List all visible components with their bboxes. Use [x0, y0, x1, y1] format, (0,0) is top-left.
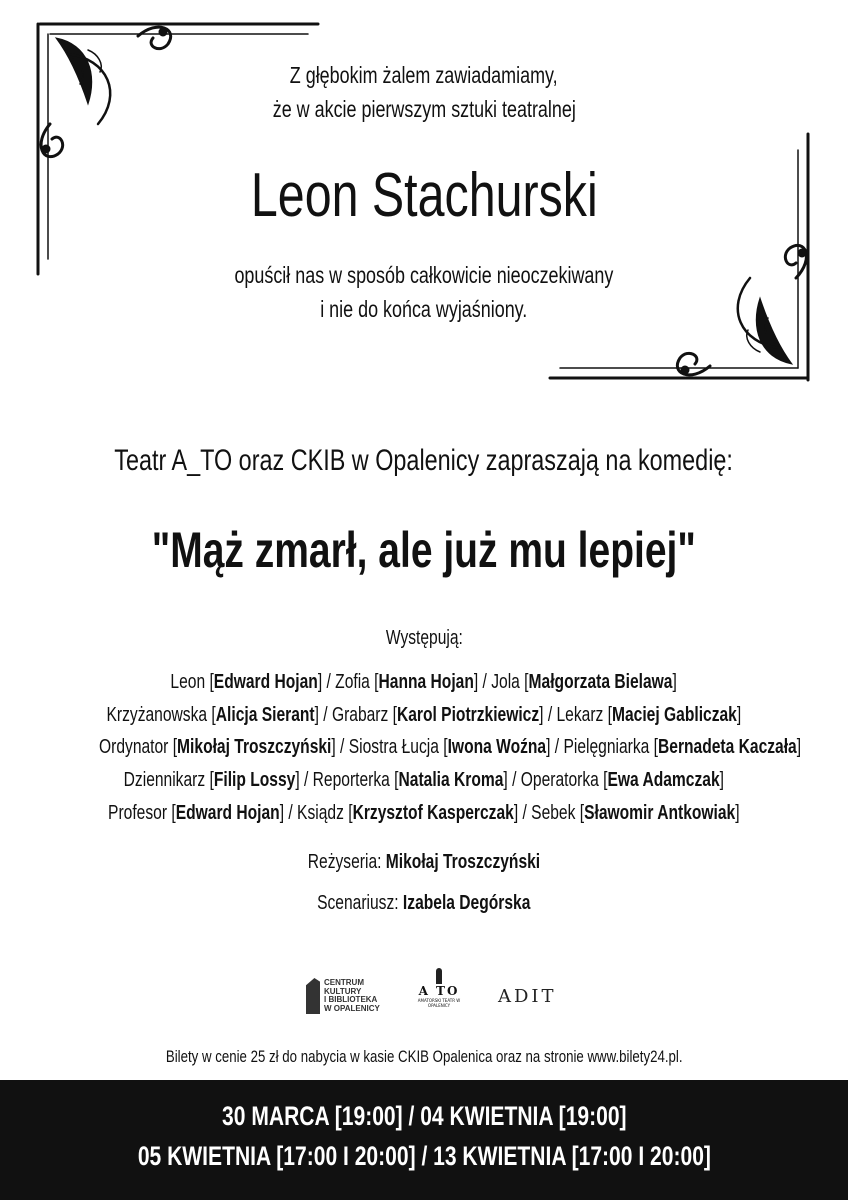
cast-role: Zofia [335, 671, 371, 693]
cast-role: Dziennikarz [123, 769, 206, 791]
ckib-logo-mark-icon [306, 978, 320, 1014]
intro-line-1: Z głębokim żalem zawiadamiamy, [290, 62, 558, 88]
cast-role: Operatorka [520, 769, 599, 791]
cast-actor: Bernadeta Kaczała [658, 736, 797, 758]
invitation-text: Teatr A_TO oraz CKIB w Opalenicy zapraszają na komedię: [114, 444, 734, 477]
ckib-logo: CENTRUM KULTURY I BIBLIOTEKA W OPALENICY [306, 978, 380, 1014]
cast-actor: Maciej Gabliczak [612, 704, 737, 726]
cast-line: Profesor [Edward Hojan] / Ksiądz [Krzysztof Kasperczak] / Sebek [Sławomir Antkowiak] [108, 802, 740, 824]
cast-line: Leon [Edward Hojan] / Zofia [Hanna Hojan] / Jola [Małgorzata Bielawa] [170, 671, 678, 693]
cast-role: Krzyżanowska [106, 704, 208, 726]
cast-role: Leon [170, 671, 206, 693]
cast-role: Ksiądz [297, 802, 345, 824]
director-name: Mikołaj Troszczyński [385, 851, 541, 873]
ato-figure-icon [436, 968, 442, 984]
cast-actor: Natalia Kroma [398, 769, 504, 791]
screenplay-author: Izabela Degórska [403, 892, 531, 914]
dates-footer [0, 1080, 848, 1200]
director-label: Reżyseria: [307, 851, 382, 873]
play-title: "Mąż zmarł, ale już mu lepiej" [151, 522, 697, 578]
logos-row [0, 966, 848, 1026]
cast-line: Ordynator [Mikołaj Troszczyński] / Siostra Łucja [Iwona Woźna] / Pielęgniarka [Bernadeta Kaczała] [99, 736, 802, 758]
cast-role: Grabarz [332, 704, 389, 726]
cast-actor: Małgorzata Bielawa [528, 671, 673, 693]
cast-actor: Edward Hojan [214, 671, 319, 693]
cast-actor: Iwona Woźna [447, 736, 547, 758]
cast-role: Sebek [531, 802, 576, 824]
cast-role: Profesor [108, 802, 168, 824]
cast-role: Lekarz [556, 704, 604, 726]
cast-role: Jola [491, 671, 521, 693]
ornament-top-left-icon [28, 14, 328, 284]
cast-role: Pielęgniarka [563, 736, 650, 758]
dates-line-2: 05 KWIETNIA [17:00 I 20:00] / 13 KWIETNIA [17:00 I 20:00] [137, 1141, 711, 1171]
tickets-info: Bilety w cenie 25 zł do nabycia w kasie CKIB Opalenica oraz na stronie www.bilety24.pl. [165, 1047, 683, 1066]
cast-actor: Hanna Hojan [378, 671, 475, 693]
adit-logo: ADIT [498, 986, 557, 1007]
announcement-intro [0, 58, 848, 126]
cast-role: Siostra Łucja [348, 736, 439, 758]
director-credit [0, 847, 848, 877]
outro-line-1: opuścił nas w sposób całkowicie nieoczekiwany [234, 262, 614, 288]
cast-line: Dziennikarz [Filip Lossy] / Reporterka [Natalia Kroma] / Operatorka [Ewa Adamczak] [123, 769, 725, 791]
announcement-outro [0, 258, 848, 326]
cast-actor: Krzysztof Kasperczak [352, 802, 515, 824]
cast-line: Krzyżanowska [Alicja Sierant] / Grabarz [Karol Piotrzkiewicz] / Lekarz [Maciej Gabliczak] [106, 704, 742, 726]
cast-actor: Edward Hojan [175, 802, 280, 824]
cast-actor: Mikołaj Troszczyński [177, 736, 332, 758]
cast-role: Ordynator [99, 736, 169, 758]
cast-actor: Filip Lossy [214, 769, 296, 791]
screenplay-label: Scenariusz: [317, 892, 399, 914]
cast-actor: Ewa Adamczak [607, 769, 720, 791]
cast-actor: Sławomir Antkowiak [584, 802, 736, 824]
cast-actor: Karol Piotrzkiewicz [397, 704, 540, 726]
deceased-name: Leon Stachurski [250, 161, 598, 230]
cast-actor: Alicja Sierant [215, 704, 315, 726]
dates-line-1: 30 MARCA [19:00] / 04 KWIETNIA [19:00] [221, 1101, 627, 1131]
ato-logo: A TO AMATORSKI TEATR W OPALENICY [414, 968, 464, 1008]
intro-line-2: że w akcie pierwszym sztuki teatralnej [272, 96, 576, 122]
outro-line-2: i nie do końca wyjaśniony. [320, 296, 528, 322]
cast-heading: Występują: [385, 627, 463, 649]
cast-role: Reporterka [312, 769, 391, 791]
screenplay-credit [0, 888, 848, 918]
